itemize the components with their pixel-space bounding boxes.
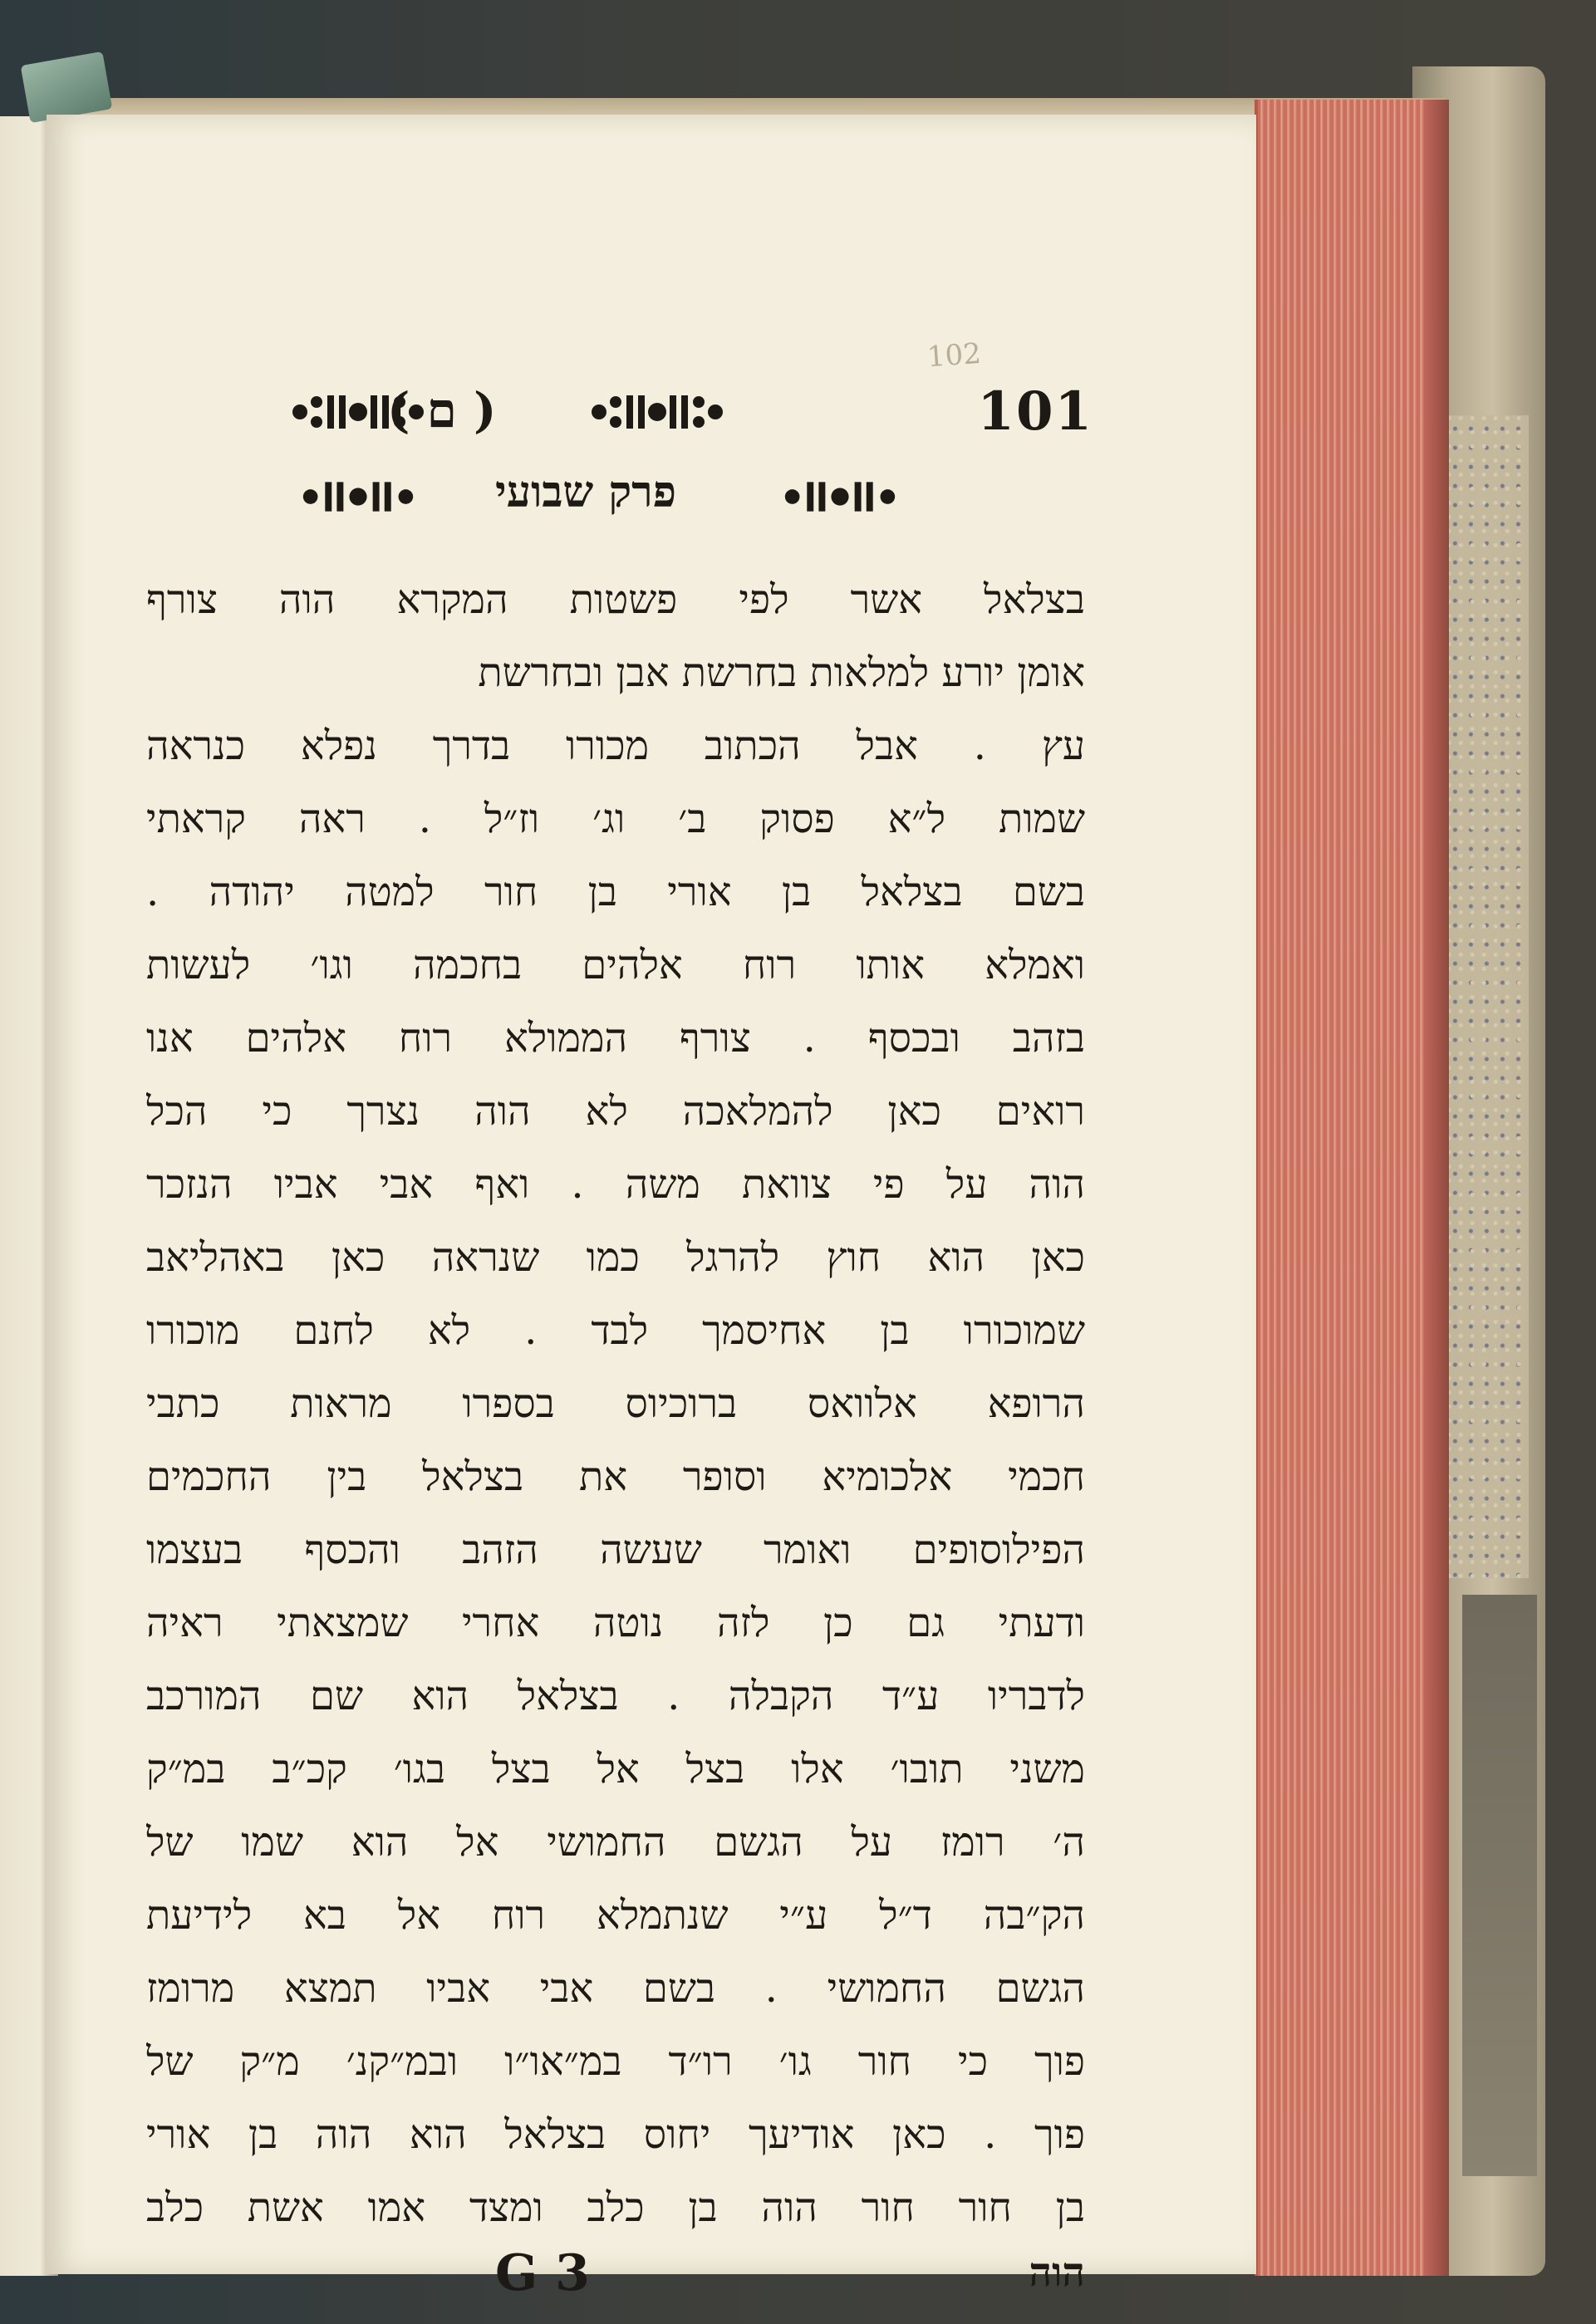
catchword: הוה [1029, 2249, 1085, 2296]
title-ornament-left-icon [296, 472, 420, 522]
book-page [47, 115, 1256, 2302]
title-ornament-right-icon [778, 472, 902, 522]
text-line: בצלאל אשר לפי פשטות המקרא הוה צורף [146, 576, 1085, 623]
text-line: חכמי אלכומיא וסופר את בצלאל בין החכמים [146, 1454, 1085, 1500]
red-page-edge [1255, 100, 1449, 2276]
text-line: הרופא אלוואס ברוכיוס בספרו מראות כתבי [146, 1380, 1085, 1427]
body-text [146, 563, 1085, 2244]
text-line: פוך . כאן אודיעך יחוס בצלאל הוא הוה בן אורי [146, 2111, 1085, 2158]
text-line: ודעתי גם כן לזה נוטה אחרי שמצאתי ראיה [146, 1600, 1085, 1646]
text-line: אומן יורע למלאות בחרשת אבן ובחרשת [478, 650, 1085, 696]
text-line: בזהב ובכסף . צורף הממולא רוח אלהים אנו [146, 1015, 1085, 1061]
text-line: שמות ל״א פסוק ב׳ וג׳ וז״ל . ראה קראתי [146, 796, 1085, 842]
text-line: הגשם החמושי . בשם אבי אביו תמצא מרומז [146, 1965, 1085, 2012]
text-line: הק״בה ד״ל ע״י שנתמלא רוח אל בא לידיעת [146, 1892, 1085, 1939]
text-block [146, 364, 1093, 2319]
page-number: 101 [977, 380, 1093, 443]
running-header [146, 364, 1093, 455]
section-label: ( ם ) [387, 382, 497, 439]
text-line: עץ . אבל הכתוב מכורו בדרך נפלא כנראה [146, 723, 1085, 769]
text-line: שמוכורו בן אחיסמך לבד . לא לחנם מוכורו [146, 1307, 1085, 1354]
signature-mark: G 3 [495, 2244, 590, 2302]
text-line: בן חור חור הוה בן כלב ומצד אמו אשת כלב [146, 2184, 1085, 2231]
page-footer [146, 2244, 1085, 2319]
text-line: כאן הוא חוץ להרגל כמו שנראה כאן באהליאב [146, 1234, 1085, 1281]
pencil-page-number: 102 [926, 336, 983, 375]
chapter-heading [146, 455, 1085, 547]
text-line: הפילוסופים ואומר שעשה הזהב והכסף בעצמו [146, 1527, 1085, 1573]
text-line: ה׳ רומז על הגשם החמושי אל הוא שמו של [146, 1819, 1085, 1866]
ornament-right-icon [587, 387, 728, 437]
text-line: הוה על פי צוואת משה . ואף אבי אביו הנזכר [146, 1161, 1085, 1208]
text-line: פוך כי חור גו׳ רו״ד במ״או״ו ובמ״קנ׳ מ״ק של [146, 2038, 1085, 2085]
text-line: לדבריו ע״ד הקבלה . בצלאל הוא שם המורכב [146, 1673, 1085, 1719]
chapter-title: פרק שבועי [495, 467, 677, 517]
text-line: משני תובו׳ אלו בצל אל בצל בגו׳ קכ״ב במ״ק [146, 1746, 1085, 1792]
text-line: ואמלא אותו רוח אלהים בחכמה וגו׳ לעשות [146, 942, 1085, 988]
text-line: בשם בצלאל בן אורי בן חור למטה יהודה . [146, 869, 1085, 915]
text-line: רואים כאן להמלאכה לא הוה נצרך כי הכל [146, 1088, 1085, 1135]
